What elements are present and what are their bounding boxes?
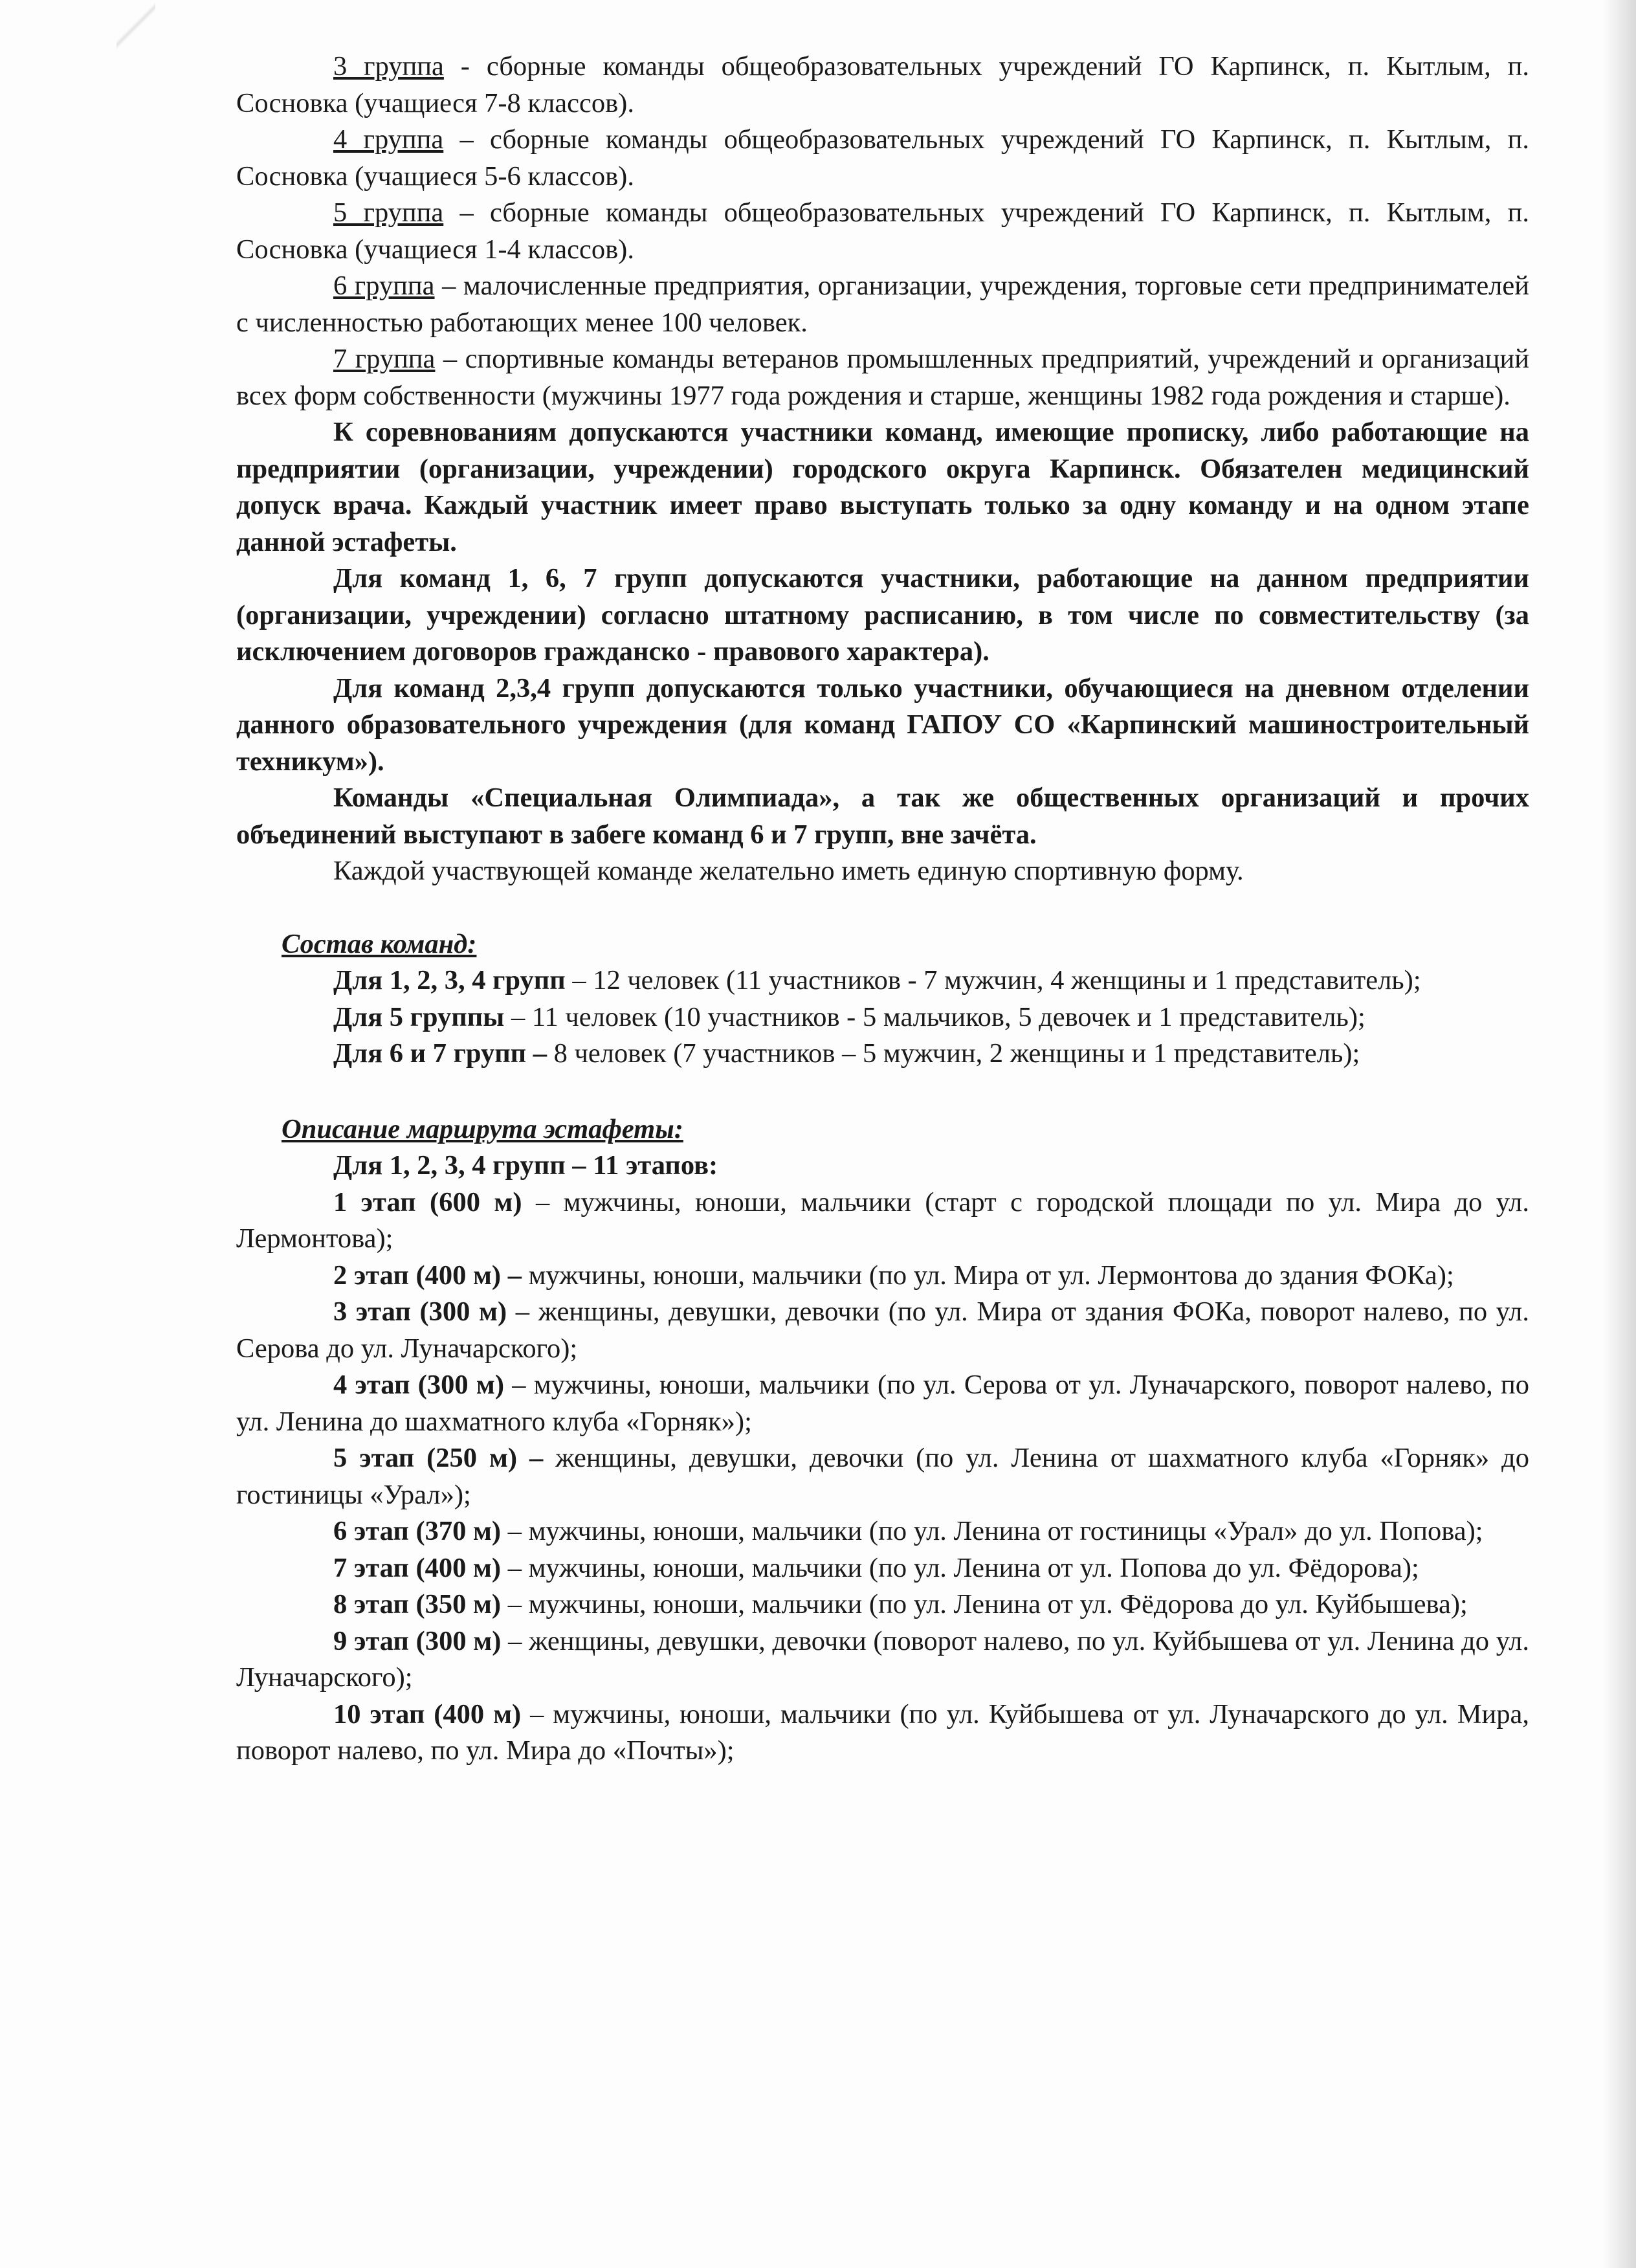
stage-8 (236, 1586, 1529, 1623)
route-subheading: Для 1, 2, 3, 4 групп – 11 этапов: (333, 1150, 718, 1181)
stage-6-text: – мужчины, юноши, мальчики (по ул. Ленина от гостиницы «Урал» до ул. Попова); (501, 1516, 1483, 1546)
admission-rules: К соревнованиям допускаются участники команд, имеющие прописку, либо работающие на предприятии (организации, учреждении) городского округа Карпинск. Обязателен медицинский допуск врача. Каждый участник имеет право выступать только за одну команду и на одном этапе данной эстафеты. (236, 417, 1529, 557)
groups-1-6-7-rules: Для команд 1, 6, 7 групп допускаются участники, работающие на данном предприятии (организации, учреждении) согласно штатному расписанию, в том числе по совместительству (за исключением договоров гражданско - правового характера). (236, 563, 1529, 667)
uniform-note: Каждой участвующей команде желательно иметь единую спортивную форму. (333, 856, 1244, 886)
route-heading: Описание маршрута эстафеты: (282, 1113, 683, 1144)
spacer (236, 890, 1529, 926)
stage-4 (236, 1367, 1529, 1440)
group-4-paragraph (236, 122, 1529, 195)
stage-6 (236, 1513, 1529, 1550)
stage-3-label: 3 этап (300 м) (333, 1296, 507, 1327)
stage-6-label: 6 этап (370 м) (333, 1516, 502, 1546)
special-olympics-rules: Команды «Специальная Олимпиада», а так же общественных организаций и прочих объединений выступают в забеге команд 6 и 7 групп, вне зачёта. (236, 783, 1529, 850)
composition-item-1-label: Для 1, 2, 3, 4 групп (333, 965, 566, 995)
spacer (236, 1073, 1529, 1111)
group-5-paragraph (236, 195, 1529, 268)
group-7-label: 7 группа (333, 344, 436, 374)
stage-2-label: 2 этап (400 м) – (333, 1260, 522, 1291)
composition-heading: Состав команд: (282, 928, 477, 959)
stage-8-label: 8 этап (350 м) (333, 1589, 502, 1619)
composition-item-2 (236, 999, 1529, 1036)
composition-item-3 (236, 1036, 1529, 1073)
group-5-label: 5 группа (333, 197, 444, 228)
stage-3 (236, 1294, 1529, 1367)
composition-item-1-text: – 12 человек (11 участников - 7 мужчин, 4 женщины и 1 представитель); (565, 965, 1421, 995)
scan-shadow-edge (1602, 0, 1636, 2268)
composition-item-3-label: Для 6 и 7 групп – (333, 1038, 547, 1069)
stage-7 (236, 1550, 1529, 1587)
stage-4-label: 4 этап (300 м) (333, 1370, 504, 1400)
stage-9-text: – женщины, девушки, девочки (поворот налево, по ул. Куйбышева от ул. Ленина до ул. Луначарского); (236, 1625, 1529, 1693)
stage-1-label: 1 этап (600 м) (333, 1186, 522, 1217)
group-6-text: – малочисленные предприятия, организации, учреждения, торговые сети предпринимателей с численностью работающих менее 100 человек. (236, 271, 1529, 338)
group-6-paragraph (236, 268, 1529, 341)
group-5-text: – сборные команды общеобразовательных учреждений ГО Карпинск, п. Кытлым, п. Сосновка (учащиеся 1-4 классов). (236, 197, 1529, 265)
scan-corner-fold (116, 0, 155, 52)
stage-7-label: 7 этап (400 м) (333, 1552, 502, 1583)
stage-2-text: мужчины, юноши, мальчики (по ул. Мира от ул. Лермонтова до здания ФОКа); (521, 1260, 1454, 1291)
stage-9-label: 9 этап (300 м) (333, 1625, 502, 1656)
stage-1-text: – мужчины, юноши, мальчики (старт с городской площади по ул. Мира до ул. Лермонтова); (236, 1186, 1529, 1254)
stage-10-label: 10 этап (400 м) (333, 1698, 522, 1729)
document-body (236, 49, 1529, 1770)
stage-1 (236, 1184, 1529, 1258)
stage-5 (236, 1440, 1529, 1513)
stage-7-text: – мужчины, юноши, мальчики (по ул. Ленина от ул. Попова до ул. Фёдорова); (501, 1552, 1419, 1583)
groups-2-3-4-rules: Для команд 2,3,4 групп допускаются только участники, обучающиеся на дневном отделении данного образовательного учреждения (для команд ГАПОУ СО «Карпинский машиностроительный техникум»). (236, 673, 1529, 777)
group-6-label: 6 группа (333, 271, 435, 301)
composition-item-2-label: Для 5 группы (333, 1001, 505, 1032)
stage-10 (236, 1696, 1529, 1770)
stage-8-text: – мужчины, юноши, мальчики (по ул. Ленина от ул. Фёдорова до ул. Куйбышева); (501, 1589, 1468, 1619)
group-7-text: – спортивные команды ветеранов промышленных предприятий, учреждений и организаций всех форм собственности (мужчины 1977 года рождения и старше, женщины 1982 года рождения и старше). (236, 344, 1529, 411)
stage-4-text: – мужчины, юноши, мальчики (по ул. Серова от ул. Луначарского, поворот налево, по ул. Ленина до шахматного клуба «Горняк»); (236, 1370, 1529, 1437)
stage-5-label: 5 этап (250 м) – (333, 1443, 544, 1473)
composition-item-1 (236, 962, 1529, 999)
composition-item-2-text: – 11 человек (10 участников - 5 мальчиков, 5 девочек и 1 представитель); (504, 1001, 1365, 1032)
group-3-paragraph (236, 49, 1529, 122)
stage-10-text: – мужчины, юноши, мальчики (по ул. Куйбышева от ул. Луначарского до ул. Мира, поворот налево, по ул. Мира до «Почты»); (236, 1698, 1529, 1766)
group-7-paragraph (236, 341, 1529, 414)
group-4-text: – сборные команды общеобразовательных учреждений ГО Карпинск, п. Кытлым, п. Сосновка (учащиеся 5-6 классов). (236, 124, 1529, 192)
stage-3-text: – женщины, девушки, девочки (по ул. Мира от здания ФОКа, поворот налево, по ул. Серова до ул. Луначарского); (236, 1296, 1529, 1364)
stage-2 (236, 1258, 1529, 1295)
group-3-text: - сборные команды общеобразовательных учреждений ГО Карпинск, п. Кытлым, п. Сосновка (учащиеся 7-8 классов). (236, 51, 1529, 118)
composition-item-3-text: 8 человек (7 участников – 5 мужчин, 2 женщины и 1 представитель); (547, 1038, 1360, 1069)
group-3-label: 3 группа (333, 51, 444, 82)
stage-5-text: женщины, девушки, девочки (по ул. Ленина от шахматного клуба «Горняк» до гостиницы «Урал»); (236, 1443, 1529, 1510)
stage-9 (236, 1623, 1529, 1696)
group-4-label: 4 группа (333, 124, 444, 155)
